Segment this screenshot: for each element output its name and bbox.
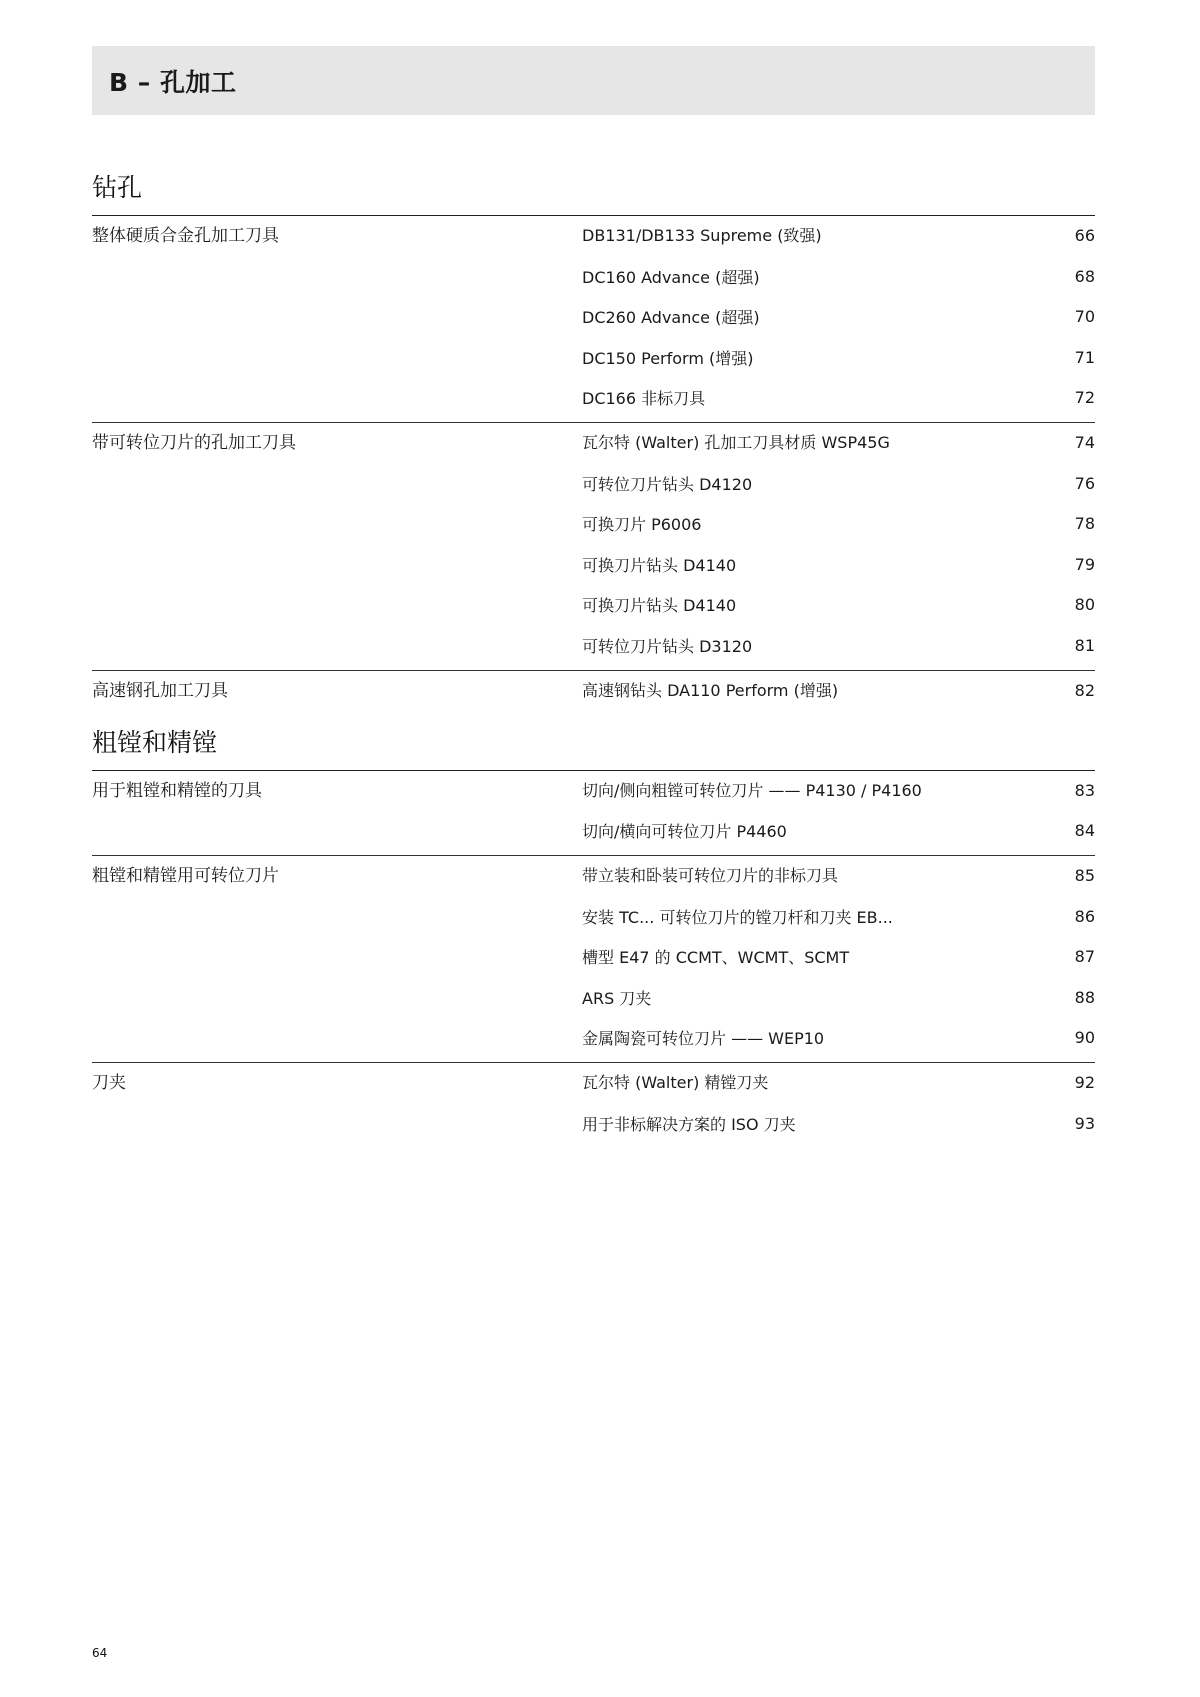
toc-entry[interactable] (582, 896, 1095, 937)
toc-group-indexable-insert (92, 423, 1095, 671)
group-label: 用于粗镗和精镗的刀具 (92, 780, 262, 801)
toc-entry[interactable] (582, 544, 1095, 585)
toc-entry[interactable] (582, 625, 1095, 666)
entry-page: 74 (1074, 433, 1095, 452)
entry-text: DC160 Advance (超强) (582, 267, 760, 287)
toc-entry[interactable] (582, 1069, 1095, 1097)
toc-entry[interactable] (582, 337, 1095, 378)
toc-entry[interactable] (582, 463, 1095, 504)
toc-entry[interactable] (582, 1103, 1095, 1144)
chapter-title: B – 孔加工 (109, 67, 237, 97)
entry-text: 瓦尔特 (Walter) 孔加工刀具材质 WSP45G (582, 433, 890, 452)
entry-page: 82 (1074, 680, 1095, 700)
entry-page: 66 (1074, 226, 1095, 245)
entry-page: 71 (1074, 347, 1095, 367)
entry-text: 切向/侧向粗镗可转位刀片 —— P4130 / P4160 (582, 780, 922, 800)
entry-text: DC150 Perform (增强) (582, 348, 754, 368)
section-title-drilling: 钻孔 (92, 160, 1095, 216)
group-label: 整体硬质合金孔加工刀具 (92, 226, 279, 246)
entry-text: ARS 刀夹 (582, 988, 652, 1008)
toc-entry[interactable] (582, 1018, 1095, 1059)
entry-text: 安装 TC... 可转位刀片的镗刀杆和刀夹 EB... (582, 907, 893, 927)
entry-page: 84 (1074, 821, 1095, 841)
entry-page: 88 (1074, 987, 1095, 1007)
toc-entry[interactable] (582, 777, 1095, 805)
entry-text: 金属陶瓷可转位刀片 —— WEP10 (582, 1029, 825, 1049)
toc-entry[interactable] (582, 429, 1095, 457)
toc-entry[interactable] (582, 256, 1095, 297)
toc-group-boring-inserts (92, 856, 1095, 1063)
section-title-boring: 粗镗和精镗 (92, 715, 1095, 771)
chapter-header (92, 46, 1095, 115)
entry-page: 83 (1074, 780, 1095, 800)
toc-group-boring-tools (92, 771, 1095, 857)
entry-page: 90 (1074, 1028, 1095, 1048)
entry-page: 87 (1074, 947, 1095, 967)
entry-page: 78 (1074, 514, 1095, 534)
entry-page: 85 (1074, 866, 1095, 885)
entry-text: 槽型 E47 的 CCMT、WCMT、SCMT (582, 948, 850, 968)
toc-entry[interactable] (582, 811, 1095, 852)
group-label: 高速钢孔加工刀具 (92, 680, 228, 701)
entry-page: 76 (1074, 473, 1095, 493)
entry-text: 切向/横向可转位刀片 P4460 (582, 822, 787, 842)
toc-entry[interactable] (582, 504, 1095, 545)
page-number: 64 (92, 1646, 108, 1660)
entry-text: 可换刀片钻头 D4140 (582, 596, 737, 616)
entry-page: 86 (1074, 906, 1095, 926)
entry-page: 81 (1074, 635, 1095, 655)
entry-text: DC166 非标刀具 (582, 389, 706, 409)
entry-page: 92 (1074, 1073, 1095, 1092)
entry-page: 79 (1074, 554, 1095, 574)
entry-page: 93 (1074, 1113, 1095, 1133)
entry-text: 可转位刀片钻头 D3120 (582, 636, 753, 656)
group-label: 刀夹 (92, 1073, 126, 1093)
toc-group-holders (92, 1063, 1095, 1148)
entry-page: 68 (1074, 266, 1095, 286)
group-label: 带可转位刀片的孔加工刀具 (92, 433, 296, 453)
entry-text: 可转位刀片钻头 D4120 (582, 474, 753, 494)
entry-page: 70 (1074, 307, 1095, 327)
toc-entry[interactable] (582, 862, 1095, 890)
toc-entry[interactable] (582, 677, 1095, 705)
entry-text: 可换刀片钻头 D4140 (582, 555, 737, 575)
toc-entry[interactable] (582, 977, 1095, 1018)
entry-text: 用于非标解决方案的 ISO 刀夹 (582, 1114, 796, 1134)
toc-entry[interactable] (582, 297, 1095, 338)
toc-entry[interactable] (582, 378, 1095, 419)
toc-entry[interactable] (582, 937, 1095, 978)
entry-text: DC260 Advance (超强) (582, 308, 760, 328)
entry-text: DB131/DB133 Supreme (致强) (582, 226, 822, 245)
group-label: 粗镗和精镗用可转位刀片 (92, 866, 279, 886)
entry-text: 瓦尔特 (Walter) 精镗刀夹 (582, 1073, 769, 1092)
entry-page: 72 (1074, 388, 1095, 408)
entry-text: 带立装和卧装可转位刀片的非标刀具 (582, 866, 839, 885)
toc-group-hss (92, 671, 1095, 715)
entry-text: 可换刀片 P6006 (582, 515, 702, 535)
toc-entry[interactable] (582, 585, 1095, 626)
toc-entry[interactable] (582, 222, 1095, 250)
entry-page: 80 (1074, 595, 1095, 615)
toc-group-solid-carbide (92, 216, 1095, 423)
table-of-contents (92, 160, 1095, 1148)
entry-text: 高速钢钻头 DA110 Perform (增强) (582, 680, 839, 700)
